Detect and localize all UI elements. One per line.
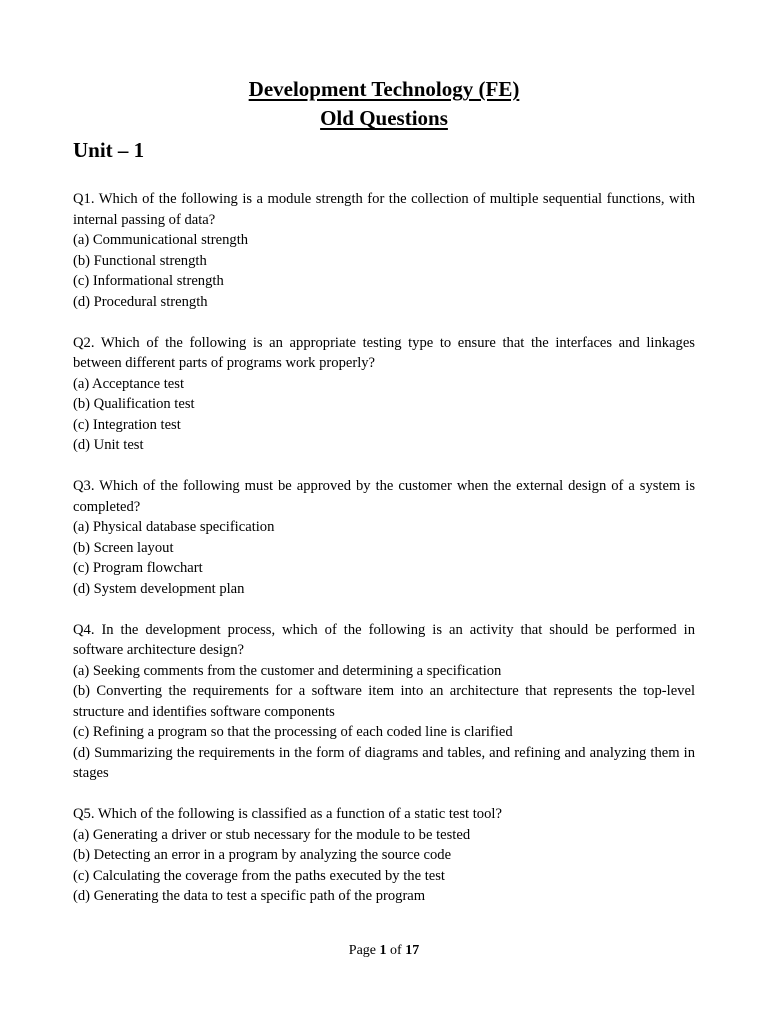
page-number-footer: [0, 941, 768, 961]
question-q1: [73, 189, 695, 312]
answer-option: (a) Generating a driver or stub necessary for the module to be tested: [73, 826, 471, 843]
answer-option: (b) Qualification test: [73, 396, 195, 412]
answer-option: (b) Converting the requirements for a software item into an architecture that represents the top-level structure and identifies software components: [73, 683, 695, 720]
question-q3: [73, 476, 695, 599]
of-label: of: [390, 943, 402, 958]
answer-option: (d) Generating the data to test a specific path of the program: [73, 888, 426, 904]
total-pages-number: 17: [405, 943, 420, 958]
question-stem: Q5. Which of the following is classified as a function of a static test tool?: [73, 806, 502, 822]
answer-option: (d) Unit test: [73, 437, 144, 453]
question-stem: Q1. Which of the following is a module strength for the collection of multiple sequential functions, with internal passing of data?: [73, 191, 695, 228]
answer-option: (b) Screen layout: [73, 539, 174, 556]
question-stem: Q2. Which of the following is an appropriate testing type to ensure that the interfaces and linkages between different parts of programs work properly?: [73, 334, 695, 371]
page-label: Page: [348, 943, 377, 958]
answer-option: (c) Calculating the coverage from the paths executed by the test: [73, 867, 445, 884]
question-q5: [73, 804, 695, 907]
answer-option: (d) Procedural strength: [73, 293, 208, 310]
document-subtitle: Old Questions: [320, 106, 448, 130]
answer-option: (c) Informational strength: [73, 273, 224, 289]
answer-option: (a) Seeking comments from the customer and determining a specification: [73, 662, 502, 679]
answer-option: (b) Functional strength: [73, 252, 207, 269]
question-list: [73, 189, 695, 927]
current-page-number: 1: [379, 943, 387, 958]
answer-option: (c) Refining a program so that the processing of each coded line is clarified: [73, 724, 513, 740]
answer-option: (a) Physical database specification: [73, 519, 275, 535]
answer-option: (a) Acceptance test: [73, 375, 185, 392]
question-stem: Q3. Which of the following must be approved by the customer when the external design of a system is completed?: [73, 478, 695, 515]
answer-option: (c) Program flowchart: [73, 560, 203, 576]
answer-option: (a) Communicational strength: [73, 232, 249, 248]
question-stem: Q4. In the development process, which of the following is an activity that should be performed in software architecture design?: [73, 621, 695, 658]
document-title: Development Technology (FE): [248, 77, 520, 101]
answer-option: (d) System development plan: [73, 580, 245, 597]
answer-option: (d) Summarizing the requirements in the form of diagrams and tables, and refining and analyzing them in stages: [73, 744, 695, 781]
question-q4: [73, 620, 695, 784]
question-q2: [73, 333, 695, 456]
unit-heading: Unit – 1: [73, 138, 145, 162]
answer-option: (b) Detecting an error in a program by analyzing the source code: [73, 847, 452, 863]
answer-option: (c) Integration test: [73, 416, 181, 433]
